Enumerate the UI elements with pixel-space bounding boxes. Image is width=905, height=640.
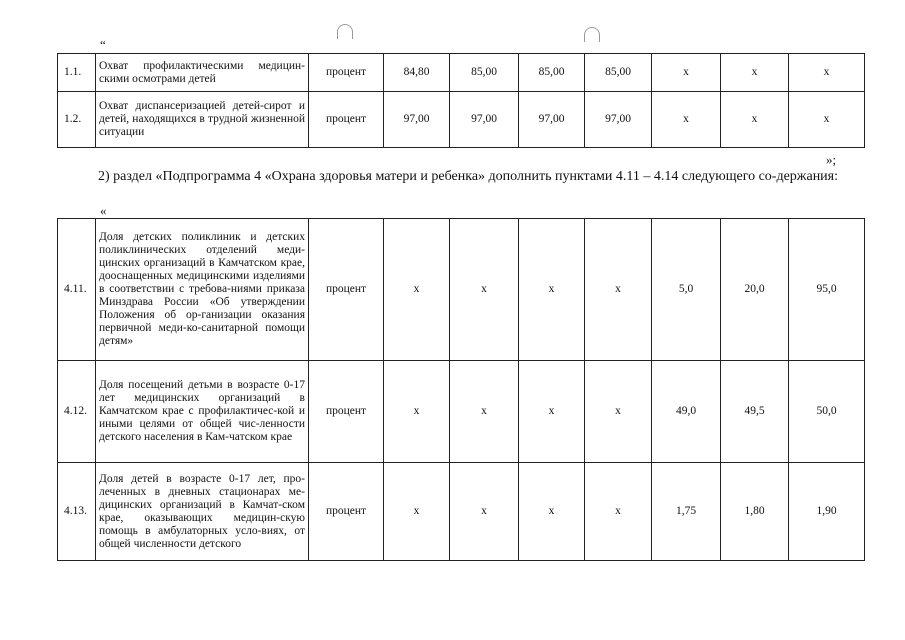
row-number: 4.11. xyxy=(58,219,96,361)
row-number: 4.13. xyxy=(58,463,96,561)
value-cell: х xyxy=(585,463,652,561)
value-cell: х xyxy=(450,463,519,561)
value-cell: 1,90 xyxy=(789,463,865,561)
table-row xyxy=(58,219,865,361)
value-cell: 85,00 xyxy=(585,54,652,92)
value-cell: х xyxy=(450,361,519,463)
value-cell: 50,0 xyxy=(789,361,865,463)
value-cell: 85,00 xyxy=(519,54,585,92)
row-number: 1.1. xyxy=(58,54,96,92)
value-cell: х xyxy=(652,92,721,148)
row-number: 1.2. xyxy=(58,92,96,148)
value-cell: х xyxy=(384,463,450,561)
value-cell: х xyxy=(384,361,450,463)
table-row xyxy=(58,361,865,463)
indicator-description: Охват диспансеризацией детей-сирот и детей, находящихся в трудной жизненной ситуации xyxy=(96,92,309,148)
value-cell: 97,00 xyxy=(384,92,450,148)
punch-hole-mark-right xyxy=(584,27,600,42)
value-cell: х xyxy=(652,54,721,92)
value-cell: 95,0 xyxy=(789,219,865,361)
unit-cell: процент xyxy=(309,219,384,361)
value-cell: х xyxy=(519,463,585,561)
value-cell: 97,00 xyxy=(450,92,519,148)
indicator-description: Доля посещений детьми в возрасте 0-17 лет медицинских организаций в Камчатском крае с профилактичес-кой и иными целями от общей чис-ленности детского населения в Кам-чатском крае xyxy=(96,361,309,463)
opening-quote-top: “ xyxy=(100,37,106,52)
row-number: 4.12. xyxy=(58,361,96,463)
value-cell: 85,00 xyxy=(450,54,519,92)
section-paragraph: 2) раздел «Подпрограмма 4 «Охрана здоровья матери и ребенка» дополнить пунктами 4.11 – 4.14 следующего со-держания: xyxy=(98,169,839,184)
value-cell: 84,80 xyxy=(384,54,450,92)
unit-cell: процент xyxy=(309,361,384,463)
unit-cell: процент xyxy=(309,92,384,148)
value-cell: х xyxy=(585,219,652,361)
value-cell: х xyxy=(789,54,865,92)
value-cell: х xyxy=(384,219,450,361)
value-cell: х xyxy=(519,219,585,361)
closing-quote: »; xyxy=(826,152,837,167)
value-cell: 97,00 xyxy=(519,92,585,148)
value-cell: 20,0 xyxy=(721,219,789,361)
indicators-table-2 xyxy=(57,218,865,561)
opening-quote-table2: « xyxy=(100,203,107,218)
table-row xyxy=(58,54,865,92)
value-cell: х xyxy=(789,92,865,148)
value-cell: 49,0 xyxy=(652,361,721,463)
punch-hole-mark-left xyxy=(337,24,353,39)
indicator-description: Доля детских поликлиник и детских поликлинических отделений меди-цинских организаций в Камчатском крае, дооснащенных медицинскими изделиями в соответствии с требова-ниями приказа Минздрава России «Об утверждении Положения об ор-ганизации оказания первичной меди-ко-санитарной помощи детям» xyxy=(96,219,309,361)
indicators-table-1 xyxy=(57,53,865,148)
table-row xyxy=(58,92,865,148)
indicator-description: Доля детей в возрасте 0-17 лет, про-леченных в дневных стационарах ме-дицинских организаций в Камчат-ском крае, оказывающих медицин-скую помощь в амбулаторных усло-виях, от общей численности детского xyxy=(96,463,309,561)
value-cell: 1,75 xyxy=(652,463,721,561)
value-cell: х xyxy=(721,54,789,92)
value-cell: 49,5 xyxy=(721,361,789,463)
value-cell: х xyxy=(585,361,652,463)
value-cell: 1,80 xyxy=(721,463,789,561)
indicator-description: Охват профилактическими медицин-скими осмотрами детей xyxy=(96,54,309,92)
value-cell: 5,0 xyxy=(652,219,721,361)
value-cell: 97,00 xyxy=(585,92,652,148)
value-cell: х xyxy=(450,219,519,361)
table-row xyxy=(58,463,865,561)
unit-cell: процент xyxy=(309,54,384,92)
value-cell: х xyxy=(721,92,789,148)
unit-cell: процент xyxy=(309,463,384,561)
value-cell: х xyxy=(519,361,585,463)
